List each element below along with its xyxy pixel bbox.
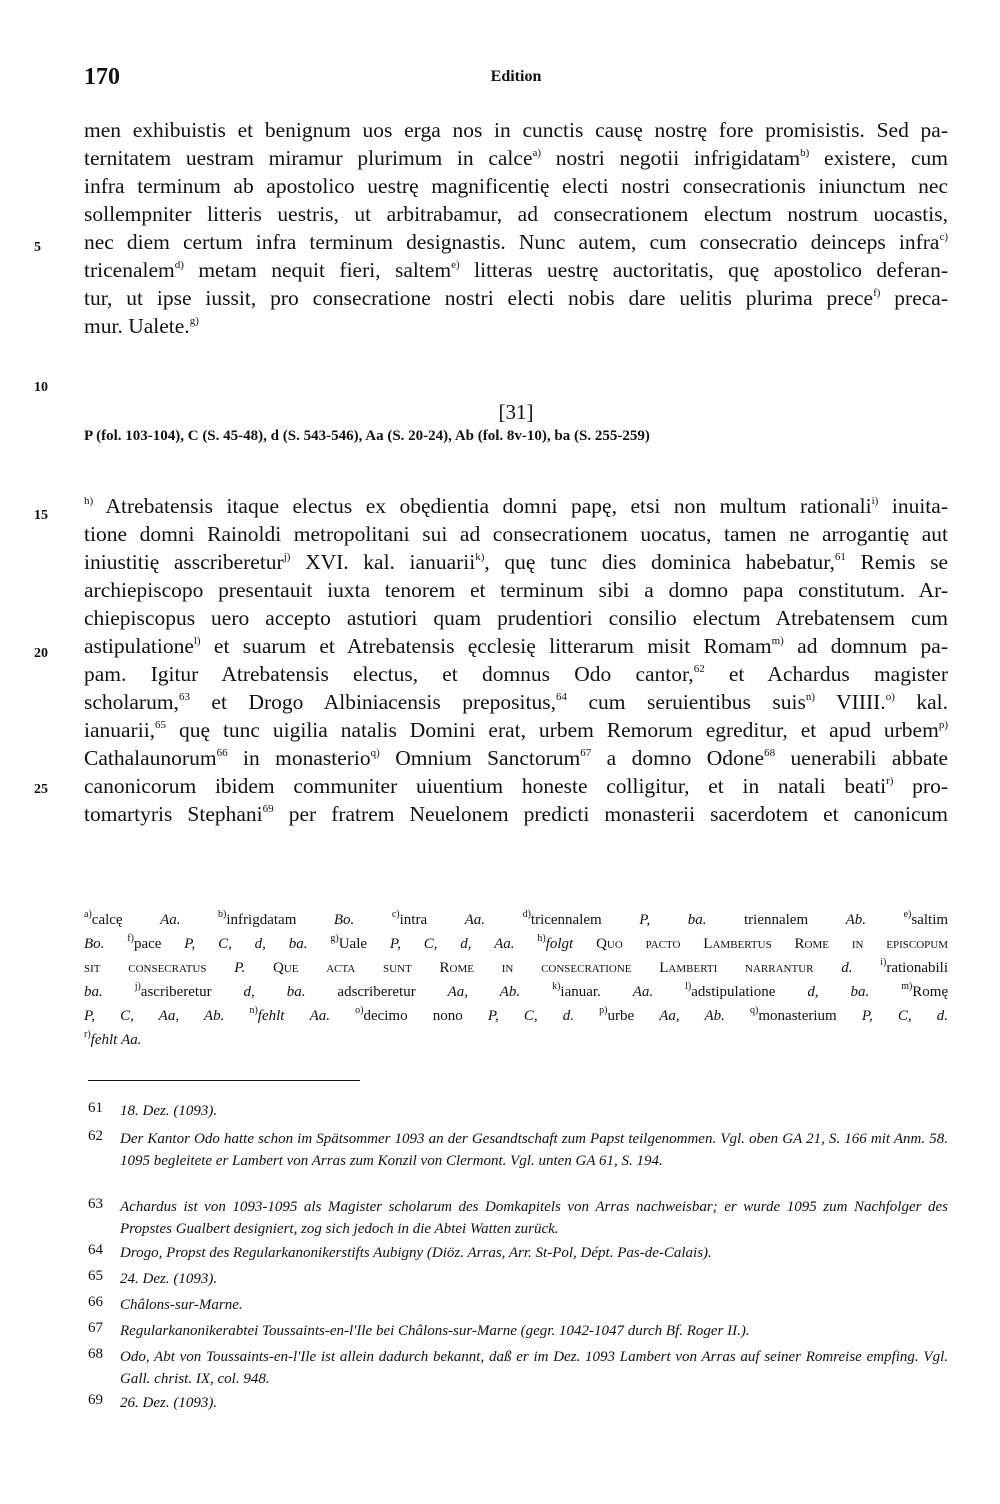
footnote-ref: 61 <box>834 551 846 563</box>
text-line: mur. Ualete.$^{g)}$ <box>84 314 199 338</box>
page-number: 170 <box>84 64 120 90</box>
footnote-ref: 64 <box>555 691 567 703</box>
apparatus-mark: m) <box>771 635 784 647</box>
footnote-ref: 68 <box>764 747 776 759</box>
apparatus-mark: n) <box>805 691 816 703</box>
footnote-ref: 62 <box>693 663 705 675</box>
text-line: archiepiscopo presentauit iuxta tenorem et terminum sibi a domno papa constitutum. Ar- <box>84 578 948 602</box>
document-number: [31] <box>498 400 534 424</box>
book-page: 170 Edition 5 10 15 20 25 men exhibuistis et benignum uos erga nos in cunctis causę nostrę fore promisistis. Sed pa- ternitatem uestram miramur plurimum in calce$^{a)}$ nostri negotii infrigidatam$^{b)}$ existere, cum infra terminum ab apostolico uestrę magnificentię electi nostri consecrationis iniunctum nec sollempniter litteris uestris, ut arbitrabamur, ad consecrationem electum nostrum uocastis, nec diem certum infra terminum designastis. Nunc autem, cum consecratio deinceps infra$^{c)}$ tricenalem$^{d)}$ metam nequit fieri, saltem$^{e)}$ litteras uestrę auctoritatis, quę apostolico deferan- tur, ut ipse iussit, pro consecratione nostri electi nobis dare uelitis plurima prece$^{f)}$ preca- mur. Ualete.$^{g)}$ [31] P (fol. 103-104), C (S. 45-48), d (S. 543-546), Aa (S. 20-24), Ab (fol. 8v-10), ba (S. 255-259) $^{h)}$ Atrebatensis itaque electus ex obędientia domni papę, etsi non multum rationali$^{i)}$ inuita- tione domni Rainoldi metropolitani sui ad consecrationem uocatus, tamen ne arrogantię aut iniustitię asscriberetur$^{j)}$ XVI. kal. ianuarii$^{k)}$, quę tunc dies dominica habebatur,$^{61}$ Remis se archiepiscopo presentauit iuxta tenorem et terminum sibi a domno papa constitutum. Ar- chiepiscopus uero accepto astutiori quam prudentiori consilio electum Atrebatensem cum astipulatione$^{l)}$ et suarum et Atrebatensis ęcclesię litterarum misit Romam$^{m)}$ ad domnum pa- pam. Igitur Atrebatensis electus, et domnus Odo cantor,$^{62}$ et Achardus magister scholarum,$^{63}$ et Drogo Albiniacensis prepositus,$^{64}$ cum seruientibus suis$^{n)}$ VIIII.$^{o)}$ kal. ianuarii,$^{65}$ quę tunc uigilia natalis Domini erat, urbem Remorum egreditur, et apud urbem$^{p)}$ Cathalaunorum$^{66}$ in monasterio$^{q)}$ Omnium Sanctorum$^{67}$ a domno Odone$^{68}$ uenerabili abbate canonicorum ibidem communiter uiuentium honeste colligitur, et in natali beati$^{r)}$ pro- tomartyris Stephani$^{69}$ per fratrem Neuelonem predicti monasterii sacerdotem et canonicum $^{a)}$calcę Aa. $^{b)}$infrigdatam Bo. $^{c)}$intra Aa. $^{d)}$tricennalem P, ba. triennalem Ab. $^{e)}$saltim Bo. $^{f)}$pace P, C, d, ba. $^{g)}$Uale P, C, d, Aa. $^{h)}$folgt Quo pacto Lambertus Rome in episcopum sit consecratus P. Que acta sunt Rome in consecratione Lamberti narrantur d. $^{i)}$rationabili ba. $^{j)}$ascriberetur d, ba. adscriberetur Aa, Ab. $^{k)}$ianuar. Aa. $^{l)}$adstipulatione d, ba. $^{m)}$Romę P, C, Aa, Ab. $^{n)}$fehlt Aa. $^{o)}$decimo nono P, C, d. $^{p)}$urbe Aa, Ab. $^{q)}$monasterium P, C, d. $^{r)}$fehlt Aa. 61 18. Dez. (1093). 62 Der Kantor Odo hatte schon im Spätsommer 1093 an der Gesandtschaft zum Papst teilgenommen. Vgl. oben GA 21, S. 166 mit Anm. 58. 1095 begleitete er Lambert von Arras zum Konzil von Clermont. Vgl. unten GA 61, S. 194. 63 Achardus ist von 1093-1095 als Magister scholarum des Domkapitels von Arras nachweisbar; er wurde 1095 zum Nachfolger des Propstes Gualbert designiert, zog sich jedoch in die Abtei Watten zurück. 64 Drogo, Propst des Regularkanonikerstifts Aubigny (Diöz. Arras, Arr. St-Pol, Dépt. Pas-de-Calais). 65 24. Dez. (1093). 66 Châlons-sur-Marne. 67 Regularkanonikerabtei Toussaints-en-l'Ile bei Châlons-sur-Marne (gegr. 1042-1047 durch Bf. Roger II.). 68 Odo, Abt von Toussaints-en-l'Ile ist allein dadurch bekannt, daß er im Dez. 1093 Lambert von Arras auf seiner Romreise empfing. Vgl. Gall. christ. IX, col. 948. 69 26. Dez. (1093). <box>34 64 949 1411</box>
text-line: sollempniter litteris uestris, ut arbitrabamur, ad consecrationem electum nostrum uocastis, <box>84 202 948 226</box>
line-number: 20 <box>34 646 48 661</box>
footnote-ref: 63 <box>178 691 190 703</box>
apparatus-line: sit consecratus P. Que acta sunt Rome in consecratione Lamberti narrantur d. $^{i)}$rationabili <box>84 957 948 976</box>
text-line: $^{h)}$ Atrebatensis itaque electus ex obędientia domni papę, etsi non multum rationali$^{i)}$ inuita- <box>84 494 948 518</box>
apparatus-mark: o) <box>885 691 895 703</box>
apparatus-mark: k) <box>475 551 485 563</box>
apparatus-mark: p) <box>938 719 948 731</box>
text-line: iniustitię asscriberetur$^{j)}$ XVI. kal. ianuarii$^{k)}$, quę tunc dies dominica habebatur,$^{61}$ Remis se <box>84 550 948 574</box>
apparatus-mark: i) <box>871 495 879 507</box>
text-line: astipulatione$^{l)}$ et suarum et Atrebatensis ęcclesię litterarum misit Romam$^{m)}$ ad domnum pa- <box>84 634 948 658</box>
text-line: Cathalaunorum$^{66}$ in monasterio$^{q)}$ Omnium Sanctorum$^{67}$ a domno Odone$^{68}$ uenerabili abbate <box>84 746 948 770</box>
footnote-ref: 67 <box>580 747 592 759</box>
apparatus-mark: c) <box>939 231 948 243</box>
apparatus-mark: g) <box>189 315 199 327</box>
apparatus-mark: q) <box>370 747 380 759</box>
line-number: 25 <box>34 782 48 797</box>
apparatus-line: $^{a)}$calcę Aa. $^{b)}$infrigdatam Bo. $^{c)}$intra Aa. $^{d)}$tricennalem P, ba. triennalem Ab. $^{e)}$saltim <box>84 909 949 928</box>
apparatus-line: P, C, Aa, Ab. $^{n)}$fehlt Aa. $^{o)}$decimo nono P, C, d. $^{p)}$urbe Aa, Ab. $^{q)}$monasterium P, C, d. <box>84 1005 949 1024</box>
text-line: infra terminum ab apostolico uestrę magnificentię electi nostri consecrationis iniunctum nec <box>84 174 948 198</box>
footnote-rule <box>88 1080 360 1081</box>
running-title: Edition <box>490 68 542 85</box>
line-number: 15 <box>34 508 48 523</box>
apparatus-line: $^{r)}$fehlt Aa. <box>84 1029 142 1048</box>
text-line: nec diem certum infra terminum designastis. Nunc autem, cum consecratio deinceps infra$^{c)}$ <box>84 230 948 254</box>
text-line: pam. Igitur Atrebatensis electus, et domnus Odo cantor,$^{62}$ et Achardus magister <box>84 662 948 686</box>
footnote-ref: 69 <box>262 803 274 815</box>
text-line: tomartyris Stephani$^{69}$ per fratrem Neuelonem predicti monasterii sacerdotem et canonicum <box>84 802 948 826</box>
apparatus-mark: e) <box>451 259 460 271</box>
text-line: tur, ut ipse iussit, pro consecratione nostri electi nobis dare uelitis plurima prece$^{f)}$ preca- <box>84 286 949 310</box>
apparatus-mark: a) <box>532 147 542 159</box>
text-line: ternitatem uestram miramur plurimum in calce$^{a)}$ nostri negotii infrigidatam$^{b)}$ existere, cum <box>84 146 948 170</box>
apparatus-mark: j) <box>283 551 291 563</box>
text-line: tione domni Rainoldi metropolitani sui ad consecrationem uocatus, tamen ne arrogantię aut <box>84 522 948 546</box>
apparatus-mark: h) <box>84 495 94 507</box>
apparatus-line: Bo. $^{f)}$pace P, C, d, ba. $^{g)}$Uale P, C, d, Aa. $^{h)}$folgt Quo pacto Lambertus Rome in episcopum <box>84 933 949 952</box>
footnote-ref: 65 <box>155 719 167 731</box>
text-line: scholarum,$^{63}$ et Drogo Albiniacensis prepositus,$^{64}$ cum seruientibus suis$^{n)}$ VIIII.$^{o)}$ kal. <box>84 690 948 714</box>
line-number: 10 <box>34 380 48 395</box>
text-line: ianuarii,$^{65}$ quę tunc uigilia natalis Domini erat, urbem Remorum egreditur, et apud urbem$^{p)}$ <box>84 718 948 742</box>
line-number: 5 <box>34 240 41 255</box>
text-line: chiepiscopus uero accepto astutiori quam prudentiori consilio electum Atrebatensem cum <box>84 606 948 630</box>
apparatus-mark: b) <box>800 147 810 159</box>
text-line: men exhibuistis et benignum uos erga nos in cunctis causę nostrę fore promisistis. Sed pa- <box>84 118 948 142</box>
running-head <box>84 64 948 94</box>
apparatus-mark: r) <box>886 775 894 787</box>
text-line: canonicorum ibidem communiter uiuentium honeste colligitur, et in natali beati$^{r)}$ pro- <box>84 774 948 798</box>
apparatus-mark: l) <box>193 635 201 647</box>
apparatus-line: ba. $^{j)}$ascriberetur d, ba. adscriberetur Aa, Ab. $^{k)}$ianuar. Aa. $^{l)}$adstipulatione d, ba. $^{m)}$Romę <box>84 981 949 1000</box>
apparatus-mark: d) <box>174 259 184 271</box>
text-line: tricenalem$^{d)}$ metam nequit fieri, saltem$^{e)}$ litteras uestrę auctoritatis, quę apostolico deferan- <box>84 258 948 282</box>
apparatus-mark: f) <box>873 287 881 299</box>
manuscript-sources: P (fol. 103-104), C (S. 45-48), d (S. 543-546), Aa (S. 20-24), Ab (fol. 8v-10), ba (S. 255-259) <box>84 428 650 444</box>
footnote-ref: 66 <box>216 747 228 759</box>
